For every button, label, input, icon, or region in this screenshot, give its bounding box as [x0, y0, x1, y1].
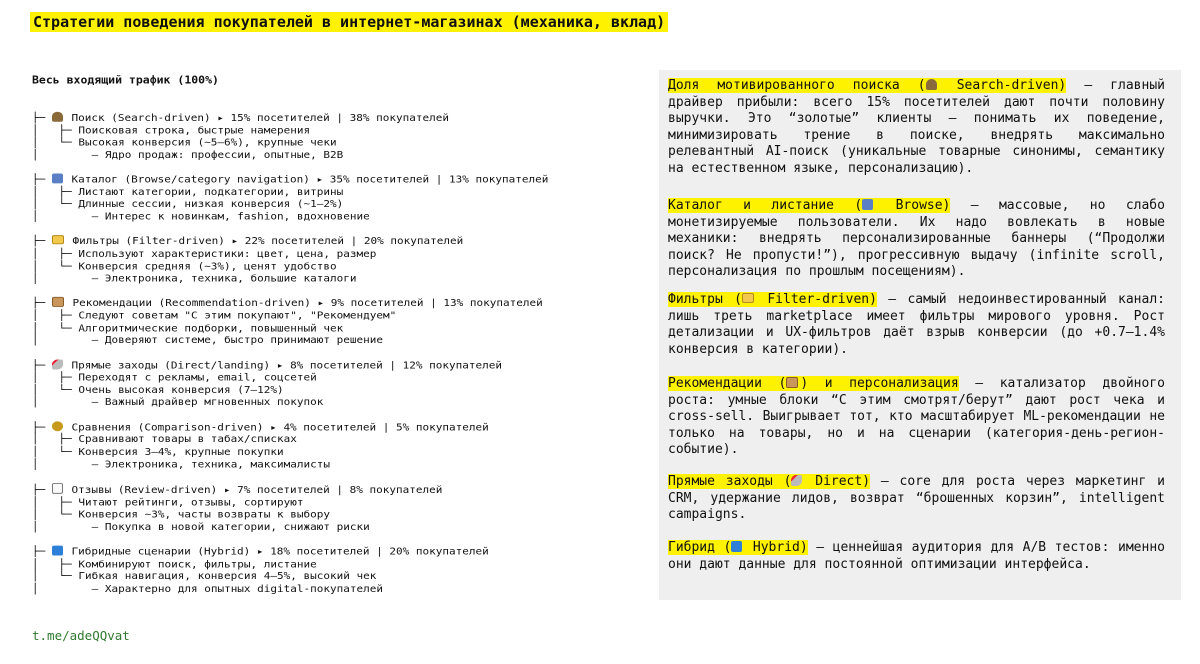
tree-branch: │ └─	[32, 260, 79, 272]
strategy-note: Характерно для опытных digital-покупателей	[104, 582, 384, 595]
catalog-icon	[52, 174, 63, 184]
strategy-note: Интерес к новинкам, fashion, вдохновение	[104, 210, 370, 223]
strategy-note: Покупка в новой категории, снижают риски	[104, 520, 370, 533]
tree-branch: │ ├─	[32, 309, 79, 322]
strategy-detail: Читают рейтинги, отзывы, сортируют	[78, 496, 304, 508]
arrow-glyph: ▸	[217, 483, 238, 496]
rocket-icon	[52, 359, 63, 369]
arrow-glyph: ▸	[263, 421, 284, 433]
folder-icon	[52, 235, 64, 244]
strategy-detail: Комбинируют поиск, фильтры, листание	[78, 558, 317, 570]
insight-body: – главный драйвер прибыли: всего 15% посетителей дают почти половину выручки. Это “золотые” клиенты – понимать их поведение, минимизировать трение в поиске, внедрять максимально релевантный AI-поиск (уникальные товарные синонимы, семантику на естественном языке, персонализацию).	[668, 78, 1165, 176]
tree-branch: │ └─	[32, 321, 79, 334]
tree-branch: │ ├─	[32, 433, 79, 446]
strategy-note: Доверяют системе, быстро принимают решение	[104, 334, 384, 347]
insight-body: – катализатор двойного роста: умные блоки “С этим смотрят/берут” дают рост чека и cross-sell. Выигрывает тот, кто масштабирует ML-рекомендации не только на товары, но и на сценарии (категория-день-регион-событие).	[668, 376, 1165, 458]
insight-paragraph	[668, 292, 1165, 358]
tree-branch: │ ├─	[32, 185, 79, 198]
rocket-icon	[791, 475, 802, 486]
tree-branch: │ └─	[32, 198, 79, 211]
tree-branch: │ └─	[32, 383, 79, 396]
strategy-note: Электроника, техника, максималисты	[104, 458, 331, 470]
insight-heading: Рекомендации ( ) и персонализация	[668, 376, 959, 391]
tree-group	[32, 235, 548, 284]
tree-branch: ├─	[32, 235, 52, 248]
tree-branch: ├─	[32, 111, 52, 124]
cycle-icon	[731, 541, 742, 552]
box-icon	[786, 377, 798, 388]
strategy-name: Фильтры (Filter-driven)	[65, 235, 225, 248]
strategy-detail: Длинные сессии, низкая конверсия (~1–2%)	[78, 198, 344, 211]
tree-branch: │ –	[32, 272, 105, 285]
strategy-stats: 8% посетителей | 12% покупателей	[290, 359, 502, 371]
tree-branch: │ ├─	[32, 124, 79, 136]
strategy-detail: Очень высокая конверсия (7–12%)	[78, 383, 284, 396]
note-icon	[52, 483, 63, 494]
strategy-name: Сравнения (Comparison-driven)	[64, 421, 264, 433]
tree-branch: ├─	[32, 173, 52, 186]
tree-branch: │ ├─	[32, 558, 79, 570]
insight-body: – самый недоинвестированный канал: лишь треть marketplace имеет фильтры мирового уровня. Рост детализации и UX-фильтров даёт взрыв конверсии (до +0.7–1.4% конверсия в категории).	[668, 292, 1165, 357]
insight-heading: Гибрид ( Hybrid)	[668, 540, 808, 555]
tree-branch: │ └─	[32, 445, 79, 458]
tree-group	[32, 112, 548, 161]
arrow-glyph: ▸	[210, 111, 231, 124]
traffic-tree	[32, 50, 548, 620]
tree-branch: ├─	[32, 545, 52, 558]
tree-group	[32, 483, 548, 533]
insight-paragraph	[668, 540, 1165, 573]
strategy-stats: 7% посетителей | 8% покупателей	[237, 483, 443, 496]
insight-heading: Фильтры ( Filter-driven)	[668, 292, 877, 307]
strategy-stats: 4% посетителей | 5% покупателей	[283, 421, 489, 433]
box-icon	[52, 297, 64, 307]
arrow-glyph: ▸	[309, 173, 330, 186]
catalog-icon	[862, 199, 873, 210]
strategy-detail: Алгоритмические подборки, повышенный чек	[78, 321, 344, 334]
tree-branch: │ –	[32, 148, 105, 161]
insight-paragraph	[668, 78, 1165, 178]
strategy-note: Ядро продаж: профессии, опытные, B2B	[104, 148, 344, 161]
tree-group	[32, 297, 548, 346]
strategy-detail: Следуют советам "С этим покупают", "Рекомендуем"	[78, 309, 397, 322]
strategy-stats: 15% посетителей | 38% покупателей	[230, 111, 449, 124]
arrow-glyph: ▸	[310, 297, 331, 310]
tree-branch: │ ├─	[32, 496, 79, 508]
tree-header: Весь входящий трафик (100%)	[32, 73, 219, 87]
tree-branch: │ ├─	[32, 371, 79, 384]
strategy-detail: Используют характеристики: цвет, цена, размер	[78, 247, 377, 260]
insight-paragraph	[668, 376, 1165, 459]
arrow-glyph: ▸	[250, 545, 271, 558]
strategy-name: Рекомендации (Recommendation-driven)	[65, 297, 311, 310]
strategy-note: Важный драйвер мгновенных покупок	[104, 396, 324, 409]
tree-branch: │ └─	[32, 136, 79, 149]
tree-branch: ├─	[32, 421, 52, 433]
strategy-detail: Листают категории, подкатегории, витрины	[78, 185, 344, 198]
tree-group	[32, 421, 548, 470]
insight-body: – ценнейшая аудитория для A/B тестов: именно они дают данные для постоянной оптимизации интерфейса.	[668, 540, 1165, 572]
strategy-detail: Конверсия средняя (~3%), ценят удобство	[78, 260, 337, 272]
telegram-link[interactable]: t.me/adeQQvat	[32, 628, 130, 643]
tree-branch: │ └─	[32, 570, 79, 583]
tree-group	[32, 174, 548, 223]
tree-group	[32, 546, 548, 595]
scale-icon	[52, 421, 63, 431]
strategy-stats: 35% посетителей | 13% покупателей	[329, 173, 549, 186]
strategy-note: Электроника, техника, большие каталоги	[104, 272, 357, 285]
strategy-stats: 22% посетителей | 20% покупателей	[244, 235, 464, 248]
strategy-detail: Высокая конверсия (~5–6%), крупные чеки	[78, 136, 337, 149]
strategy-detail: Сравнивают товары в табах/списках	[78, 433, 297, 446]
arrow-glyph: ▸	[270, 359, 291, 371]
cycle-icon	[52, 546, 63, 556]
strategy-stats: 18% посетителей | 20% покупателей	[270, 545, 489, 558]
tree-branch: │ –	[32, 396, 105, 409]
tree-branch: ├─	[32, 359, 52, 371]
strategy-detail: Конверсия ~3%, часты возвраты к выбору	[78, 508, 331, 521]
tree-branch: │ –	[32, 334, 105, 347]
strategy-name: Отзывы (Review-driven)	[64, 483, 218, 496]
tree-branch: │ ├─	[32, 247, 79, 260]
insight-heading: Каталог и листание ( Browse)	[668, 198, 951, 213]
strategy-name: Поиск (Search-driven)	[64, 111, 211, 124]
strategy-detail: Конверсия 3–4%, крупные покупки	[78, 445, 284, 458]
tree-branch: │ –	[32, 210, 105, 223]
tree-branch: │ └─	[32, 508, 79, 521]
tree-branch: │ –	[32, 458, 105, 470]
tree-branch: │ –	[32, 582, 105, 595]
strategy-detail: Поисковая строка, быстрые намерения	[78, 124, 311, 136]
strategy-stats: 9% посетителей | 13% покупателей	[330, 297, 543, 310]
page-title: Стратегии поведения покупателей в интернет-магазинах (механика, вклад)	[30, 12, 668, 32]
arrow-glyph: ▸	[224, 235, 245, 248]
tree-branch: ├─	[32, 483, 52, 496]
strategy-name: Каталог (Browse/category navigation)	[64, 173, 310, 186]
insight-paragraph	[668, 474, 1165, 524]
search-icon	[926, 79, 937, 90]
search-icon	[52, 112, 63, 122]
tree-branch: │ –	[32, 520, 105, 533]
strategy-detail: Переходят с рекламы, email, соцсетей	[78, 371, 317, 384]
strategy-name: Гибридные сценарии (Hybrid)	[64, 545, 251, 558]
strategy-detail: Гибкая навигация, конверсия 4–5%, высокий чек	[78, 570, 377, 583]
strategy-name: Прямые заходы (Direct/landing)	[64, 359, 271, 371]
insight-body: – массовые, но слабо монетизируемые пользователи. Их надо вовлекать в новые механики: внедрять персонализированные баннеры (“Продолжи поиск? Не пропусти!”), прогрессивную выдачу (infinite scroll, персонализация по прошлым посещениям).	[668, 198, 1165, 280]
tree-group	[32, 359, 548, 408]
tree-branch: ├─	[32, 297, 52, 310]
folder-icon	[742, 293, 754, 303]
insight-paragraph	[668, 198, 1165, 281]
insight-heading: Доля мотивированного поиска ( Search-driven)	[668, 78, 1067, 93]
insight-body: – core для роста через маркетинг и CRM, удержание лидов, возврат “брошенных корзин”, intelligent campaigns.	[668, 474, 1165, 523]
insight-heading: Прямые заходы ( Direct)	[668, 474, 871, 489]
insights-panel	[659, 70, 1181, 600]
